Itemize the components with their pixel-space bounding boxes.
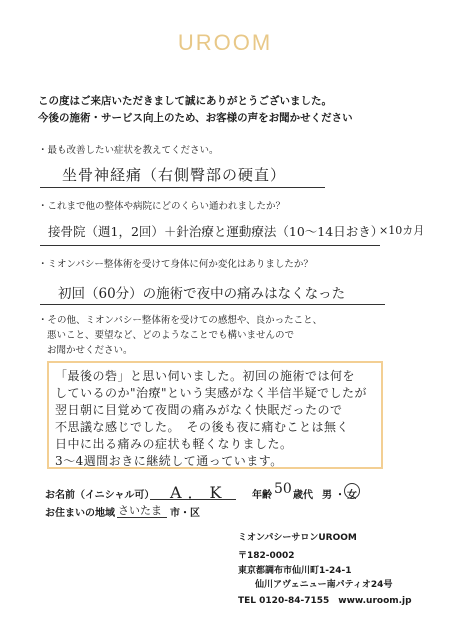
answer-2: 接骨院（週1，2回）＋針治療と運動療法（10～14日おき） xyxy=(48,224,384,239)
question-3: ・ミオンパシー整体術を受けて身体に何か変化はありましたか？ xyxy=(38,259,313,270)
question-4-line-1: ・その他、ミオンパシー整体術を受けての感想や、良かったこと、 xyxy=(38,315,323,326)
question-4-line-2: 悪いこと、要望など、どのようなことでも構いませんので xyxy=(47,330,295,341)
name-value: A．K xyxy=(170,483,228,502)
intro-text xyxy=(38,93,428,127)
comment-line-4: 不思議な感じでした。 その後も夜に痛むことは無く xyxy=(55,420,350,434)
gender-female: 女 xyxy=(347,490,357,501)
area-value: さいたま xyxy=(118,504,162,517)
answer-1: 坐骨神経痛（右側臀部の硬直） xyxy=(62,166,287,184)
answer-2-underline xyxy=(40,245,380,246)
answer-1-underline xyxy=(40,187,325,188)
intro-line-2: 今後の施術・サービス向上のため、お客様の声をお聞かせください xyxy=(38,112,353,124)
salon-address-2: 仙川アヴェニュー南パティオ24号 xyxy=(255,580,393,590)
comment-line-1: 「最後の砦」と思い伺いました。初回の施術では何を xyxy=(55,369,356,383)
salon-name: ミオンパシーサロンUROOM xyxy=(238,533,357,543)
comment-line-3: 翌日朝に目覚めて夜間の痛みがなく快眠だったので xyxy=(55,403,343,417)
gender-selected-circle xyxy=(344,483,360,499)
question-4 xyxy=(38,313,322,358)
age-label-suffix: 歳代 xyxy=(293,490,313,501)
gender-male: 男 xyxy=(322,490,332,501)
comment-line-6: 3～4週間おきに継続して通っています。 xyxy=(55,454,283,468)
area-underline xyxy=(117,517,167,518)
question-2: ・これまで他の整体や病院にどのくらい通われましたか？ xyxy=(38,201,286,212)
salon-contact: TEL 0120-84-7155 www.uroom.jp xyxy=(238,596,412,606)
area-label: お住まいの地域 xyxy=(45,508,115,519)
salon-postal: 〒182-0002 xyxy=(238,551,295,561)
question-4-line-3: お聞かせください。 xyxy=(47,345,133,356)
comment-box xyxy=(47,361,383,469)
comment-line-2: しているのか"治療"という実感がなく半信半疑でしたが xyxy=(55,386,368,400)
answer-2-suffix: ×10カ月 xyxy=(379,224,425,237)
intro-line-1: この度はご来店いただきまして誠にありがとうございました。 xyxy=(38,95,332,107)
name-underline xyxy=(150,499,236,500)
question-1: ・最も改善したい症状を教えてください。 xyxy=(38,145,219,156)
age-value: 50 xyxy=(274,481,292,497)
answer-3: 初回（60分）の施術で夜中の痛みはなくなった xyxy=(58,286,346,302)
area-suffix: 市・区 xyxy=(170,508,200,519)
comment-line-5: 日中に出る痛みの症状も軽くなりました。 xyxy=(55,437,293,451)
age-label-prefix: 年齢 xyxy=(252,490,272,501)
name-label: お名前（イニシャル可） xyxy=(45,490,155,501)
salon-address-1: 東京都調布市仙川町1-24-1 xyxy=(238,566,352,576)
answer-3-underline xyxy=(40,304,385,305)
uroom-logo: UROOM xyxy=(177,30,273,55)
